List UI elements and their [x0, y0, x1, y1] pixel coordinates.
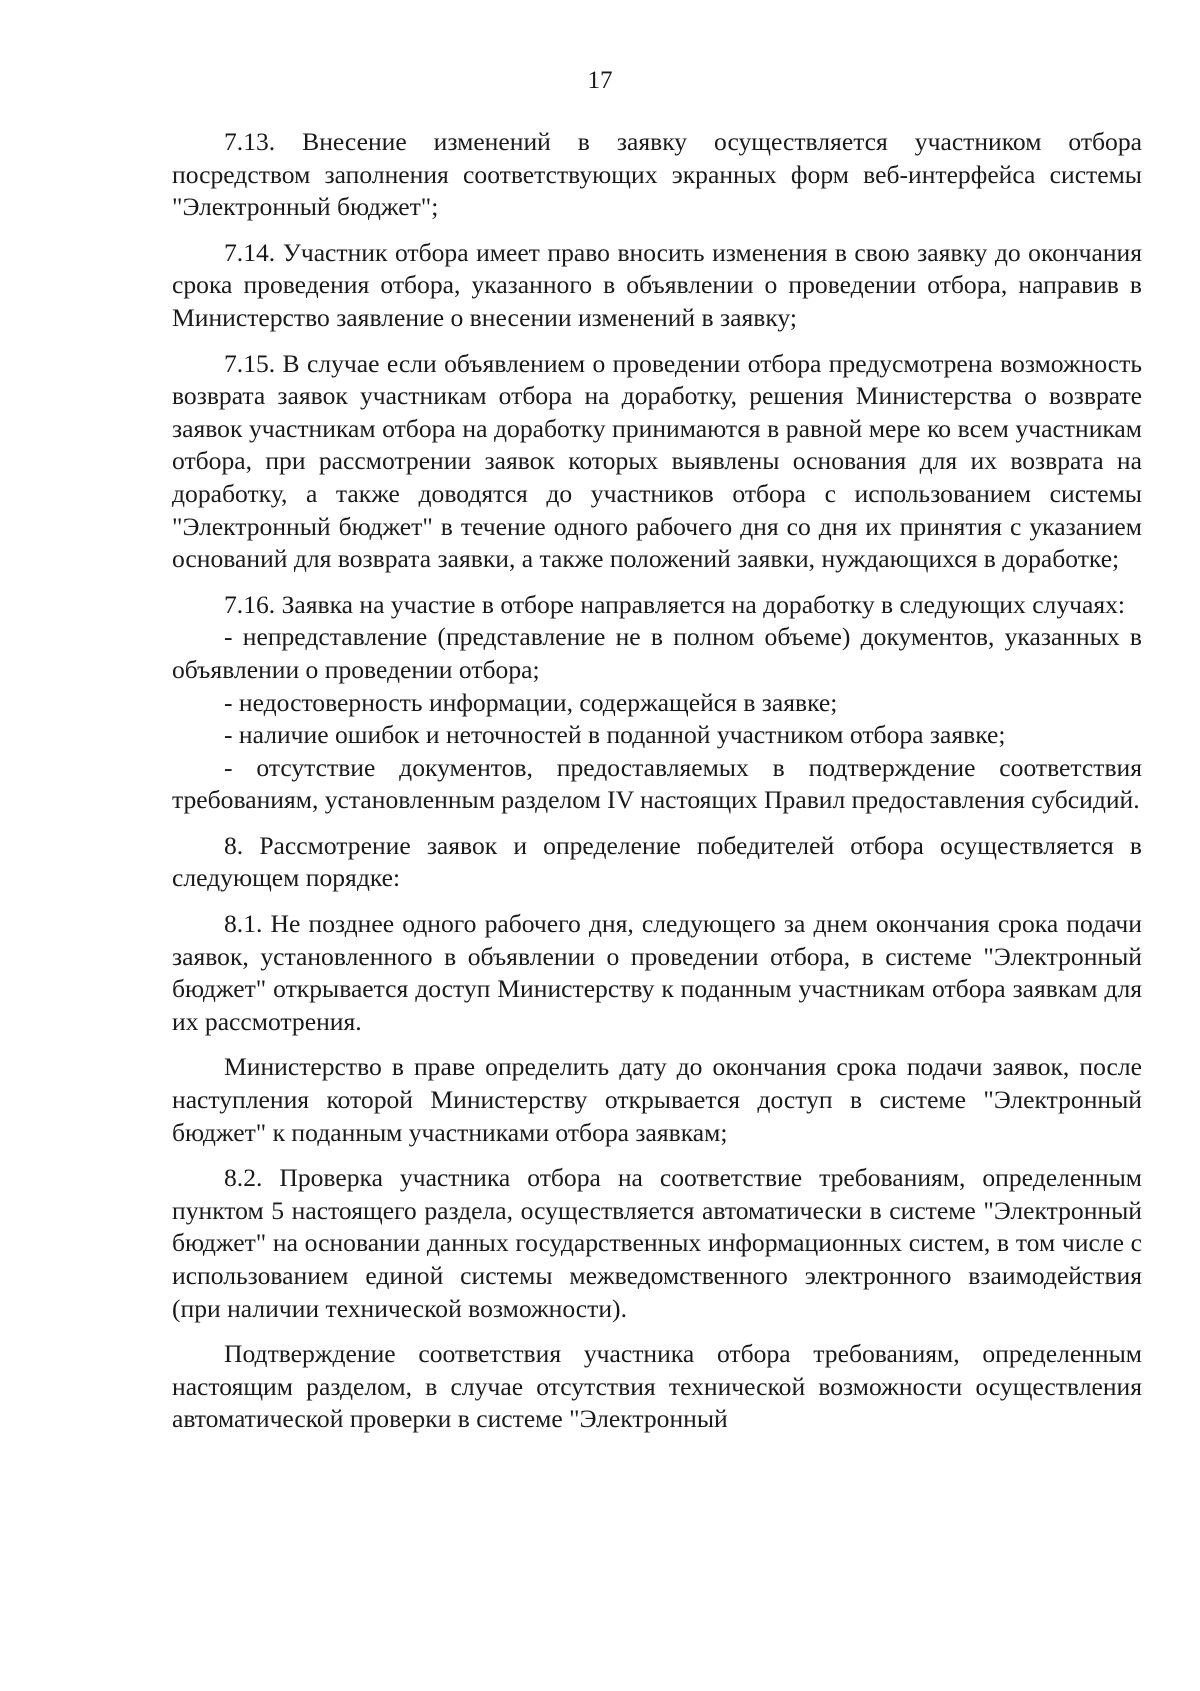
- list-item-errors: - наличие ошибок и неточностей в поданной участником отбора заявке;: [224, 720, 1006, 750]
- list-item-missing-documents: - отсутствие документов, предоставляемых в подтверждение соответствия требованиям, установленным разделом IV настоящих Правил предоставления субсидий.: [172, 752, 1142, 815]
- list-item-nonsubmission: - непредставление (представление не в полном объеме) документов, указанных в объявлении о проведении отбора;: [172, 622, 1142, 684]
- paragraph-7-13: 7.13. Внесение изменений в заявку осуществляется участником отбора посредством заполнения соответствующих экранных форм веб-интерфейса системы "Электронный бюджет";: [172, 127, 1142, 222]
- paragraph-7-15: 7.15. В случае если объявлением о проведении отбора предусмотрена возможность возврата заявок участникам отбора на доработку, решения Министерства о возврате заявок участникам отбора на доработку принимаются в равной мере ко всем участникам отбора, при рассмотрении заявок которых выявлены основания для их возврата на доработку, а также доводятся до участников отбора с использованием системы "Электронный бюджет" в течение одного рабочего дня со дня их принятия с указанием оснований для возврата заявки, а также положений заявки, нуждающихся в доработке;: [172, 348, 1142, 574]
- list-item-unreliable-info: - недостоверность информации, содержащейся в заявке;: [224, 687, 838, 717]
- page-number: 17: [587, 67, 613, 94]
- paragraph-8-1: 8.1. Не позднее одного рабочего дня, следующего за днем окончания срока подачи заявок, установленного в объявлении о проведении отбора, в системе "Электронный бюджет" открывается доступ Министерству к поданным участникам отбора заявкам для их рассмотрения.: [172, 909, 1142, 1036]
- paragraph-8: 8. Рассмотрение заявок и определение победителей отбора осуществляется в следующем порядке:: [172, 830, 1142, 893]
- paragraph-7-16: 7.16. Заявка на участие в отборе направляется на доработку в следующих случаях:: [224, 589, 1126, 619]
- paragraph-ministry-right: Министерство в праве определить дату до окончания срока подачи заявок, после наступления которой Министерству открывается доступ в системе "Электронный бюджет" к поданным участниками отбора заявкам;: [172, 1052, 1142, 1147]
- document-body: [172, 126, 1142, 1449]
- paragraph-confirmation: Подтверждение соответствия участника отбора требованиям, определенным настоящим разделом, в случае отсутствия технической возможности осуществления автоматической проверки в системе "Электронный: [172, 1339, 1142, 1434]
- paragraph-8-2: 8.2. Проверка участника отбора на соответствие требованиям, определенным пунктом 5 настоящего раздела, осуществляется автоматически в системе "Электронный бюджет" на основании данных государственных информационных систем, в том числе с использованием единой системы межведомственного электронного взаимодействия (при наличии технической возможности).: [172, 1163, 1142, 1323]
- paragraph-7-14: 7.14. Участник отбора имеет право вносить изменения в свою заявку до окончания срока проведения отбора, указанного в объявлении о проведении отбора, направив в Министерство заявление о внесении изменений в заявку;: [172, 237, 1142, 332]
